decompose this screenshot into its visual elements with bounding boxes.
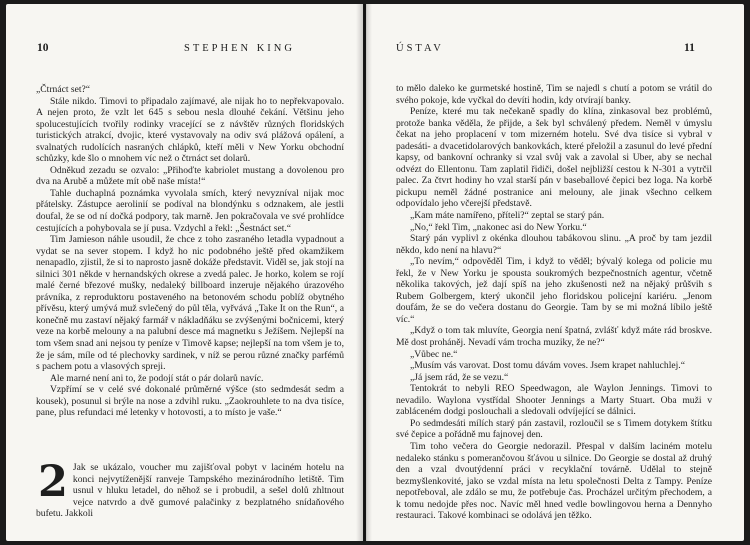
paragraph: Vzpřímí se v celé své dokonalé průměrné výšce (sto sedmdesát sedm a kousek), posunul si brýle na nose a zdvihl ruku. „Zaokrouhlete to na dva tisíce, pane, plus refundaci mé letenky v hotovosti, a to místo je vaše.“ [36,384,344,419]
paragraph: „Vůbec ne.“ [410,348,458,360]
paragraph: Tahle duchaplná poznámka vyvolala smích, který nevyzníval nijak moc přátelsky. Zástupce aerolinií se podíval na blondýnku s odznakem, ale jestli doufal, že se od ní dočká podpory, tak marně. Jen pokračovala ve své prohlídce cestujících a pohybovala se jí pusa. Vzdychl a řekl: „Šestnáct set.“ [36,187,344,234]
chapter-opening-paragraph: Jak se ukázalo, voucher mu zajišťoval pobyt v laciném hotelu na konci nejvytíženější ranveje Tampského mezinárodního letiště. Tim usnul v hluku letadel, do něhož se i probudil, a sešel dolů zhltnout vejce natvrdo a dvě gumové palačinky z bezplatného snídaňového bufetu. Jakkoli [36,462,344,520]
running-head-author: STEPHEN KING [184,43,295,54]
paragraph: „Když o tom tak mluvíte, Georgia není špatná, zvlášť když máte rád broskve. Mě dost proháněj. Nevadí vám trocha muziky, že ne?“ [396,325,712,349]
paragraph: Odněkud zezadu se ozvalo: „Přihoďte kabriolet mustang a dovolenou pro dva na Arubě a můžete mít obě naše místa!“ [36,164,344,188]
paragraph: „Musím vás varovat. Dost tomu dávám voves. Jsem krapet nahluchlej.“ [410,360,685,372]
paragraph: to mělo daleko ke gurmetské hostině, Tim se najedl s chutí a potom se vrátil do svého pokoje, kde vyčkal do devíti hodin, kdy otvírají banky. [396,83,712,106]
left-body-text [36,84,344,419]
paragraph: Tim toho večera do Georgie nedorazil. Přespal v dalším laciném motelu nedaleko stánku s pomerančovou šťávou u silnice. Do Georgie se dostal až druhý den a vzal dvoutýdenní práci v recyklační továrně. Udělal to stejně bezmyšlenkovité, jako se vzdal místa na letu společnosti Delta z Tampy. Peníze nepotřeboval, ale zdálo se mu, že potřebuje čas. Procházel určitým přechodem, a k tomu nedojde přes noc. Navíc měl hned vedle bowlingovou herna a Dennyho restauraci. Takové kombinaci se odolává jen těžko. [396,440,712,522]
left-page [6,4,363,541]
paragraph: „To nevím,“ odpověděl Tim, i když to věděl; bývalý kolega od policie mu řekl, že v New Yorku je spousta soukromých bezpečnostních agentur, včetně několika takových, jež dají spíš na jeho zkušenosti než na nějaký průšvih s Rubem Golbergem, který ukončil jeho floridskou policejní kariéru. „Jenom doufám, že se do večera dostanu do Georgie. Tam by se mi možná líbilo ještě víc.“ [396,256,712,325]
chapter-number: 2 [38,457,68,507]
paragraph: „Já jsem rád, že se vezu.“ [410,371,509,383]
running-head-title: ÚSTAV [396,43,444,54]
paragraph: Tentokrát to nebyli REO Speedwagon, ale Waylon Jennings. Timovi to nevadilo. Waylona vystřídal Shooter Jennings a Marty Stuart. Oba muži v zabláceném dodgi poslouchali a sledovali odvíjející se dálnici. [396,383,712,418]
paragraph: „Kam máte namířeno, příteli?“ zeptal se starý pán. [410,210,605,222]
paragraph: Po sedmdesáti mílích starý pán zastavil, rozloučil se s Timem dotykem štítku své čepice a pořádně mu fajnovej den. [396,417,712,441]
page-number: 11 [684,42,695,54]
paragraph: Stále nikdo. Timovi to připadalo zajímavé, ale nijak ho to nepřekvapovalo. A nejen proto, že vzlt let 645 s sebou nesla dlouhé čekání. Většinu jeho spolucestujících tvořily rodinky vracející se z návštěv různých floridských turistických atrakcí, dvojic, které vystavovaly na odiv svá plážová opálení, a svalnatých rudolících nasraných chlápků, kteří měli v New Yorku obchodní schůzky, kde šlo o mnohem víc než o čtrnáct set dolarů. [36,95,344,165]
paragraph: Tim Jamieson náhle usoudil, že chce z toho zasraného letadla vypadnout a vydat se na sever stopem. I když ho nic podobného ještě před okamžikem nenapadlo, zjistil, že si to naprosto jasně dokáže představit. Viděl se, jak stojí na silnici 301 někde v hernandských okrese a zvedá palec. Je horko, kolem se rojí malé černé březové mušky, nedaleký billboard inzeruje nějakého úrazového právníka, z reproduktoru postaveného na betonovém schodu poblíž obytného přívěsu, který umývá muž svlečený do půl těla, vyřvává „Take It on the Run“, a konečně mu zastaví nějaký farmář v nákladňáku se zvýšenými bočnicemi, který veze na korbě melouny a na palubní desce má magnetku s Ježíšem. Nejlepší na tom všem snad ani nejsou ty peníze v Timově kapse; nejlepší na tom všem je to, že je sám, míle od té plechovky sardinek, v níž se perou různé značky parfémů s pachem potu a vlasových spreji. [36,234,344,373]
page-number: 10 [37,42,49,54]
chapter-start [36,457,344,520]
paragraph: „No,“ řekl Tim, „nakonec asi do New Yorku.“ [410,221,587,233]
paragraph: „Čtrnáct set?“ [36,84,91,95]
right-page [366,4,744,541]
paragraph: Peníze, které mu tak nečekaně spadly do klína, zinkasoval bez problémů, protože banka věděla, že přijde, a šek byl schválený předem. Neměl v úmyslu čekat na jeho proplacení v tom mizerném hotelu. Své dva tisíce si vybral v padesáti- a dvacetidolarových bankovkách, které přeložil a zasunul do levé přední kapsy, od bankovní ochranky si vzal svůj vak a zavolal si Uber, aby se nechal odvézt do Ellentonu. Tam zaplatil řidiči, došel nejbližší cestou k N-301 a vytrčil palec. Za čtvrt hodiny ho vzal starší pán v baseballové čepici bez loga. Na korbě pickupu neměl žádné postranice ani melouny, ale jinak všechno celkem odpovídalo jeho včerejší představě. [396,106,712,210]
right-body-text [396,83,712,522]
paragraph: Ale marné není ani to, že podojí stát o pár dolarů navíc. [50,372,264,384]
paragraph: Starý pán vyplivl z okénka dlouhou tabákovou slinu. „A proč by tam jezdil někdo, kdo není na hlavu?“ [396,233,712,256]
